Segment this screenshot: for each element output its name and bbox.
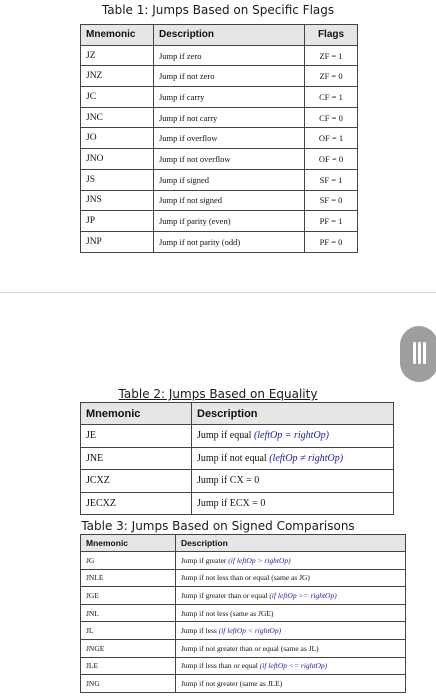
table-row <box>81 425 394 448</box>
table-row <box>81 622 406 640</box>
table3-header-row <box>81 535 406 552</box>
table-row <box>81 45 358 66</box>
description-cell: Jump if carry <box>154 87 305 108</box>
flags-cell: ZF = 0 <box>305 66 358 87</box>
mnemonic-cell: JNO <box>81 149 154 170</box>
flags-cell: OF = 1 <box>305 128 358 149</box>
mnemonic-cell: JNE <box>81 447 192 470</box>
mnemonic-cell: JLE <box>81 657 176 675</box>
flags-cell: SF = 1 <box>305 169 358 190</box>
table2-caption: Table 2: Jumps Based on Equality <box>118 387 318 401</box>
description-cell: Jump if equal (leftOp = rightOp) <box>192 425 394 448</box>
description-cell: Jump if greater (if leftOp > rightOp) <box>176 552 406 570</box>
description-cell: Jump if ECX = 0 <box>192 492 394 515</box>
mnemonic-cell: JG <box>81 552 176 570</box>
table-row <box>81 470 394 493</box>
table-row <box>81 552 406 570</box>
mnemonic-cell: JNGE <box>81 639 176 657</box>
mnemonic-cell: JECXZ <box>81 492 192 515</box>
table-row <box>81 447 394 470</box>
flags-cell: CF = 0 <box>305 107 358 128</box>
table1-header-mnemonic: Mnemonic <box>81 25 154 46</box>
table2-header-row <box>81 403 394 425</box>
description-cell: Jump if signed <box>154 169 305 190</box>
table1-header-row <box>81 25 358 46</box>
description-cell: Jump if not carry <box>154 107 305 128</box>
table-row <box>81 169 358 190</box>
description-cell: Jump if not overflow <box>154 149 305 170</box>
mnemonic-cell: JZ <box>81 45 154 66</box>
mnemonic-cell: JNLE <box>81 569 176 587</box>
mnemonic-cell: JGE <box>81 587 176 605</box>
description-cell: Jump if greater than or equal (if leftOp >= rightOp) <box>176 587 406 605</box>
description-cell: Jump if zero <box>154 45 305 66</box>
mnemonic-cell: JNL <box>81 604 176 622</box>
table2-header-mnemonic: Mnemonic <box>81 403 192 425</box>
description-cell: Jump if less than or equal (if leftOp <= rightOp) <box>176 657 406 675</box>
table1-caption: Table 1: Jumps Based on Specific Flags <box>101 3 335 17</box>
table-row <box>81 492 394 515</box>
mnemonic-cell: JCXZ <box>81 470 192 493</box>
mnemonic-cell: JL <box>81 622 176 640</box>
flags-cell: PF = 0 <box>305 231 358 252</box>
flags-cell: SF = 0 <box>305 190 358 211</box>
description-cell: Jump if parity (even) <box>154 211 305 232</box>
flags-cell: ZF = 1 <box>305 45 358 66</box>
table2-header-description: Description <box>192 403 394 425</box>
table-row <box>81 128 358 149</box>
flags-cell: PF = 1 <box>305 211 358 232</box>
table-row <box>81 149 358 170</box>
table-row <box>81 675 406 693</box>
table3-caption: Table 3: Jumps Based on Signed Comparisons <box>81 519 355 533</box>
table-row <box>81 231 358 252</box>
table-row <box>81 107 358 128</box>
table3 <box>80 534 406 693</box>
description-cell: Jump if not greater (same as JLE) <box>176 675 406 693</box>
table2 <box>80 402 394 515</box>
table-row <box>81 190 358 211</box>
description-cell: Jump if not less (same as JGE) <box>176 604 406 622</box>
mnemonic-cell: JO <box>81 128 154 149</box>
table1-header-description: Description <box>154 25 305 46</box>
table-row <box>81 87 358 108</box>
table-row <box>81 569 406 587</box>
flags-cell: OF = 0 <box>305 149 358 170</box>
mnemonic-cell: JS <box>81 169 154 190</box>
mnemonic-cell: JP <box>81 211 154 232</box>
description-cell: Jump if not less than or equal (same as JG) <box>176 569 406 587</box>
description-cell: Jump if not greater than or equal (same as JL) <box>176 639 406 657</box>
table-row <box>81 639 406 657</box>
table-row <box>81 657 406 675</box>
table-row <box>81 604 406 622</box>
mnemonic-cell: JNG <box>81 675 176 693</box>
description-cell: Jump if not parity (odd) <box>154 231 305 252</box>
table3-header-description: Description <box>176 535 406 552</box>
description-cell: Jump if not equal (leftOp ≠ rightOp) <box>192 447 394 470</box>
table1 <box>80 24 358 253</box>
description-cell: Jump if CX = 0 <box>192 470 394 493</box>
mnemonic-cell: JNS <box>81 190 154 211</box>
mnemonic-cell: JNZ <box>81 66 154 87</box>
description-cell: Jump if not zero <box>154 66 305 87</box>
table-row <box>81 587 406 605</box>
table-row <box>81 211 358 232</box>
table-row <box>81 66 358 87</box>
flags-cell: CF = 1 <box>305 87 358 108</box>
table1-header-flags: Flags <box>305 25 358 46</box>
table3-header-mnemonic: Mnemonic <box>81 535 176 552</box>
description-cell: Jump if not signed <box>154 190 305 211</box>
description-cell: Jump if less (if leftOp < rightOp) <box>176 622 406 640</box>
mnemonic-cell: JC <box>81 87 154 108</box>
mnemonic-cell: JNP <box>81 231 154 252</box>
description-cell: Jump if overflow <box>154 128 305 149</box>
mnemonic-cell: JE <box>81 425 192 448</box>
scroll-toggle[interactable] <box>400 326 436 382</box>
mnemonic-cell: JNC <box>81 107 154 128</box>
